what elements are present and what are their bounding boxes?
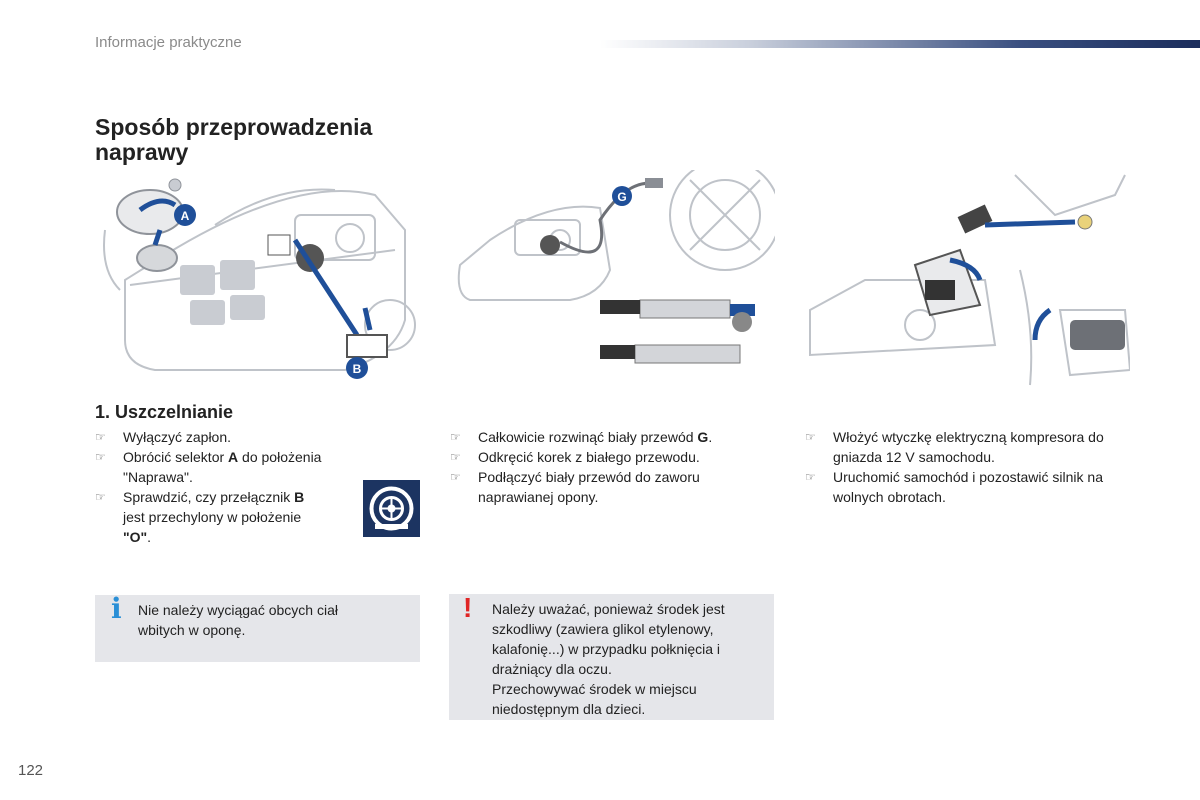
pointing-hand-icon: ☞ bbox=[450, 470, 461, 484]
label-a: A bbox=[180, 209, 190, 223]
label-b: B bbox=[352, 362, 362, 376]
step-item: ☞ Sprawdzić, czy przełącznik B jest przechylony w położenie "O". bbox=[95, 489, 305, 545]
illustration-socket bbox=[805, 170, 1130, 390]
step-item: ☞ Uruchomić samochód i pozostawić silnik na wolnych obrotach. bbox=[805, 469, 1103, 505]
info-note-text: Nie należy wyciągać obcych ciał wbitych w oponę. bbox=[138, 602, 338, 638]
step-item: ☞ Wyłączyć zapłon. bbox=[95, 429, 232, 445]
info-icon: i bbox=[111, 592, 122, 625]
illustration-selector-switch bbox=[95, 170, 420, 390]
instructions-column-3 bbox=[805, 427, 1125, 507]
warning-note-text: Należy uważać, ponieważ środek jest szkodliwy (zawiera glikol etylenowy, kalafonię...) w przypadku połknięcia i drażniący dla oczu. Przechowywać środek w miejscu niedostępnym dla dzieci. bbox=[492, 601, 725, 717]
info-note bbox=[95, 592, 420, 662]
pointing-hand-icon: ☞ bbox=[95, 430, 106, 444]
step-item: ☞ Całkowicie rozwinąć biały przewód G. bbox=[450, 429, 713, 445]
warning-note bbox=[449, 594, 774, 720]
step-item: ☞ Obrócić selektor A do położenia "Naprawa". bbox=[95, 449, 322, 485]
tyre-repair-icon bbox=[363, 480, 420, 537]
illustration-hose bbox=[450, 170, 775, 390]
page-title: Sposób przeprowadzenia naprawy bbox=[95, 114, 373, 165]
instructions-column-1 bbox=[95, 427, 345, 547]
step-item: ☞ Podłączyć biały przewód do zaworu naprawianej opony. bbox=[450, 469, 700, 505]
pointing-hand-icon: ☞ bbox=[450, 430, 461, 444]
label-g: G bbox=[617, 190, 627, 204]
page-number: 122 bbox=[18, 762, 44, 779]
warning-icon: ! bbox=[463, 592, 473, 623]
running-header: Informacje praktyczne bbox=[95, 34, 242, 51]
header-gradient-bar bbox=[600, 40, 1200, 48]
pointing-hand-icon: ☞ bbox=[805, 470, 816, 484]
pointing-hand-icon: ☞ bbox=[805, 430, 816, 444]
step-item: ☞ Włożyć wtyczkę elektryczną kompresora do gniazda 12 V samochodu. bbox=[805, 429, 1104, 465]
step-item: ☞ Odkręcić korek z białego przewodu. bbox=[450, 449, 700, 465]
pointing-hand-icon: ☞ bbox=[95, 490, 106, 504]
instructions-column-2 bbox=[450, 427, 770, 507]
section-subtitle: 1. Uszczelnianie bbox=[95, 402, 234, 422]
pointing-hand-icon: ☞ bbox=[450, 450, 461, 464]
pointing-hand-icon: ☞ bbox=[95, 450, 106, 464]
